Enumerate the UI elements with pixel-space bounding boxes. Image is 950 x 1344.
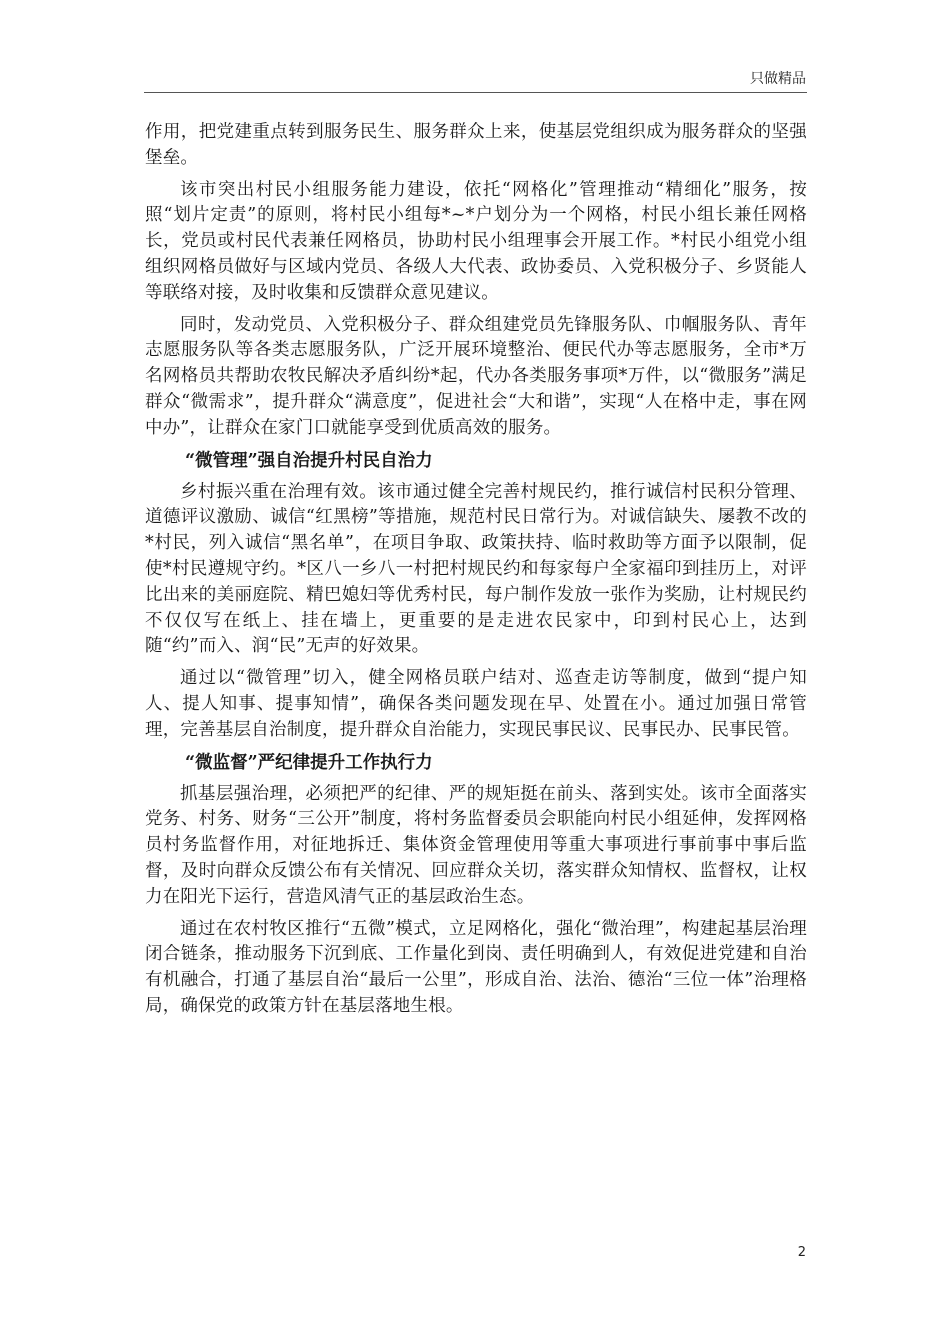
section-heading-micro-supervision: “微监督”严纪律提升工作执行力: [185, 752, 433, 773]
header-rule: [144, 92, 807, 93]
header-note: 只做精品: [750, 71, 806, 87]
section-heading-micro-management: “微管理”强自治提升村民自治力: [185, 450, 433, 471]
document-body: [145, 120, 807, 1026]
page-number: 2: [797, 1245, 806, 1260]
paragraph-continued: 作用，把党建重点转到服务民生、服务群众上来，使基层党组织成为服务群众的坚强堡垒。: [145, 122, 807, 168]
paragraph-conclusion: 通过在农村牧区推行“五微”模式，立足网格化，强化“微治理”，构建起基层治理闭合链条，推动服务下沉到底、工作量化到岗、责任明确到人，有效促进党建和自治有机融合，打通了基层自治“最后一公里”，形成自治、法治、德治“三位一体”治理格局，确保党的政策方针在基层落地生根。: [145, 918, 807, 1016]
paragraph-village-rules: 乡村振兴重在治理有效。该市通过健全完善村规民约，推行诚信村民积分管理、道德评议激励、诚信“红黑榜”等措施，规范村民日常行为。对诚信缺失、屡教不改的*村民，列入诚信“黑名单”，在项目争取、政策扶持、临时救助等方面予以限制，促使*村民遵规守约。*区八一乡八一村把村规民约和每家每户全家福印到挂历上，对评比出来的美丽庭院、精巴媳妇等优秀村民，每户制作发放一张作为奖励，让村规民约不仅仅写在纸上、挂在墙上，更重要的是走进农民家中，印到村民心上，达到随“约”而入、润“民”无声的好效果。: [145, 481, 807, 657]
paragraph-volunteer-service: 同时，发动党员、入党积极分子、群众组建党员先锋服务队、巾帼服务队、青年志愿服务队等各类志愿服务队，广泛开展环境整治、便民代办等志愿服务，全市*万名网格员共帮助农牧民解决矛盾纠纷*起，代办各类服务事项*万件，以“微服务”满足群众“微需求”，提升群众“满意度”，促进社会“大和谐”，实现“人在格中走，事在网中办”，让群众在家门口就能享受到优质高效的服务。: [145, 314, 807, 438]
paragraph-micro-management: 通过以“微管理”切入，健全网格员联户结对、巡查走访等制度，做到“提户知人、提人知事、提事知情”，确保各类问题发现在早、处置在小。通过加强日常管理，完善基层自治制度，提升群众自治能力，实现民事民议、民事民办、民事民管。: [145, 668, 807, 740]
paragraph-grid-management: 该市突出村民小组服务能力建设，依托“网格化”管理推动“精细化”服务，按照“划片定责”的原则，将村民小组每*~*户划分为一个网格，村民小组长兼任网格长，党员或村民代表兼任网格员，协助村民小组理事会开展工作。*村民小组党小组组织网格员做好与区域内党员、各级人大代表、政协委员、入党积极分子、乡贤能人等联络对接，及时收集和反馈群众意见建议。: [145, 179, 807, 303]
paragraph-discipline: 抓基层强治理，必须把严的纪律、严的规矩挺在前头、落到实处。该市全面落实党务、村务、财务“三公开”制度，将村务监督委员会职能向村民小组延伸，发挥网格员村务监督作用，对征地拆迁、集体资金管理使用等重大事项进行事前事中事后监督，及时向群众反馈公布有关情况、回应群众关切，落实群众知情权、监督权，让权力在阳光下运行，营造风清气正的基层政治生态。: [145, 783, 807, 907]
